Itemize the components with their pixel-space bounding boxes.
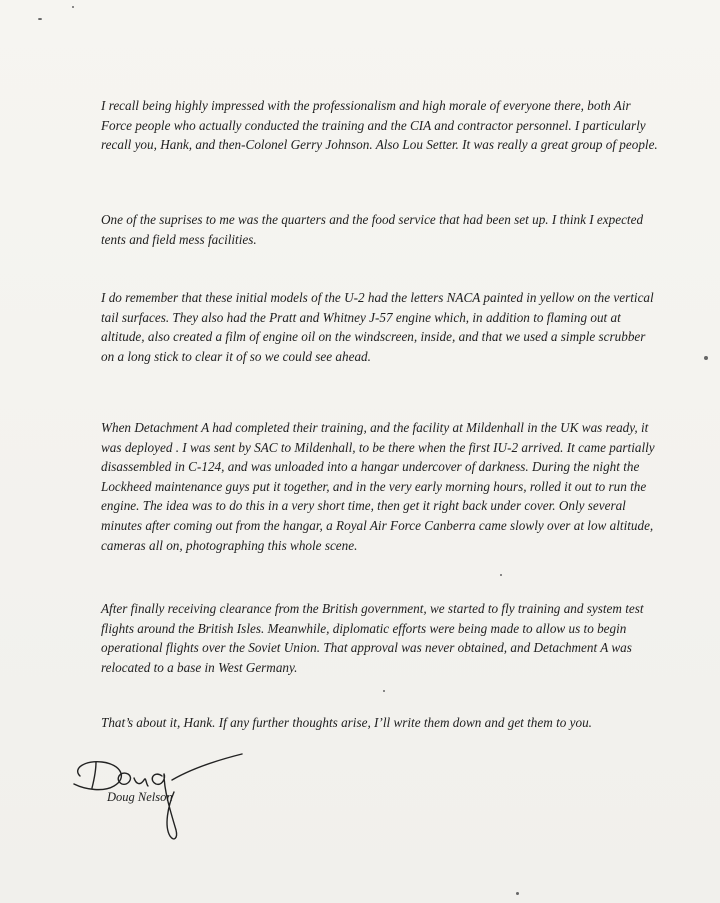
paragraph-mildenhall-deployment: When Detachment A had completed their training, and the facility at Mildenhall in the UK was ready, it was deployed . I was sent by SAC to Mildenhall, to be there when the first IU-2 arrived. It came partially disassembled in C-124, and was unloaded into a hangar undercover of darkness. During the night the Lockheed maintenance guys put it together, and in the very early morning hours, rolled it out to run the engine. The idea was to do this in a very short time, then get it right back under cover. Only several minutes after coming out from the hangar, a Royal Air Force Canberra came slowly over at low altitude, cameras all on, photographing this whole scene. — [101, 420, 655, 553]
paragraph-u2-models: I do remember that these initial models of the U-2 had the letters NACA painted in yellow on the vertical tail surfaces. They also had the Pratt and Whitney J-57 engine which, in addition to flaming out at altitude, also created a film of engine oil on the windscreen, inside, and that we used a simple scrubber on a long stick to clear it of so we could see ahead. — [101, 290, 654, 364]
paragraph-closing: That’s about it, Hank. If any further thoughts arise, I’ll write them down and get them to you. — [101, 715, 592, 730]
paragraph-training-impressions: I recall being highly impressed with the professionalism and high morale of everyone there, both Air Force people who actually conducted the training and the CIA and contractor personnel. I particularly recall you, Hank, and then-Colonel Gerry Johnson. Also Lou Setter. It was really a great group of people. — [101, 98, 658, 153]
paragraph-british-clearance: After finally receiving clearance from the British government, we started to fly training and system test flights around the British Isles. Meanwhile, diplomatic efforts were being made to allow us to begin operational flights over the Soviet Union. That approval was never obtained, and Detachment A was relocated to a base in West Germany. — [101, 601, 644, 675]
paper-speck — [72, 6, 74, 8]
paper-speck — [38, 18, 42, 20]
paper-speck — [383, 690, 385, 692]
paper-speck — [516, 892, 519, 895]
paragraph-quarters: One of the suprises to me was the quarters and the food service that had been set up. I think I expected tents and field mess facilities. — [101, 212, 644, 247]
paper-speck — [704, 356, 708, 360]
paper-speck — [500, 574, 502, 576]
signature-name: Doug Nelson — [107, 790, 173, 804]
